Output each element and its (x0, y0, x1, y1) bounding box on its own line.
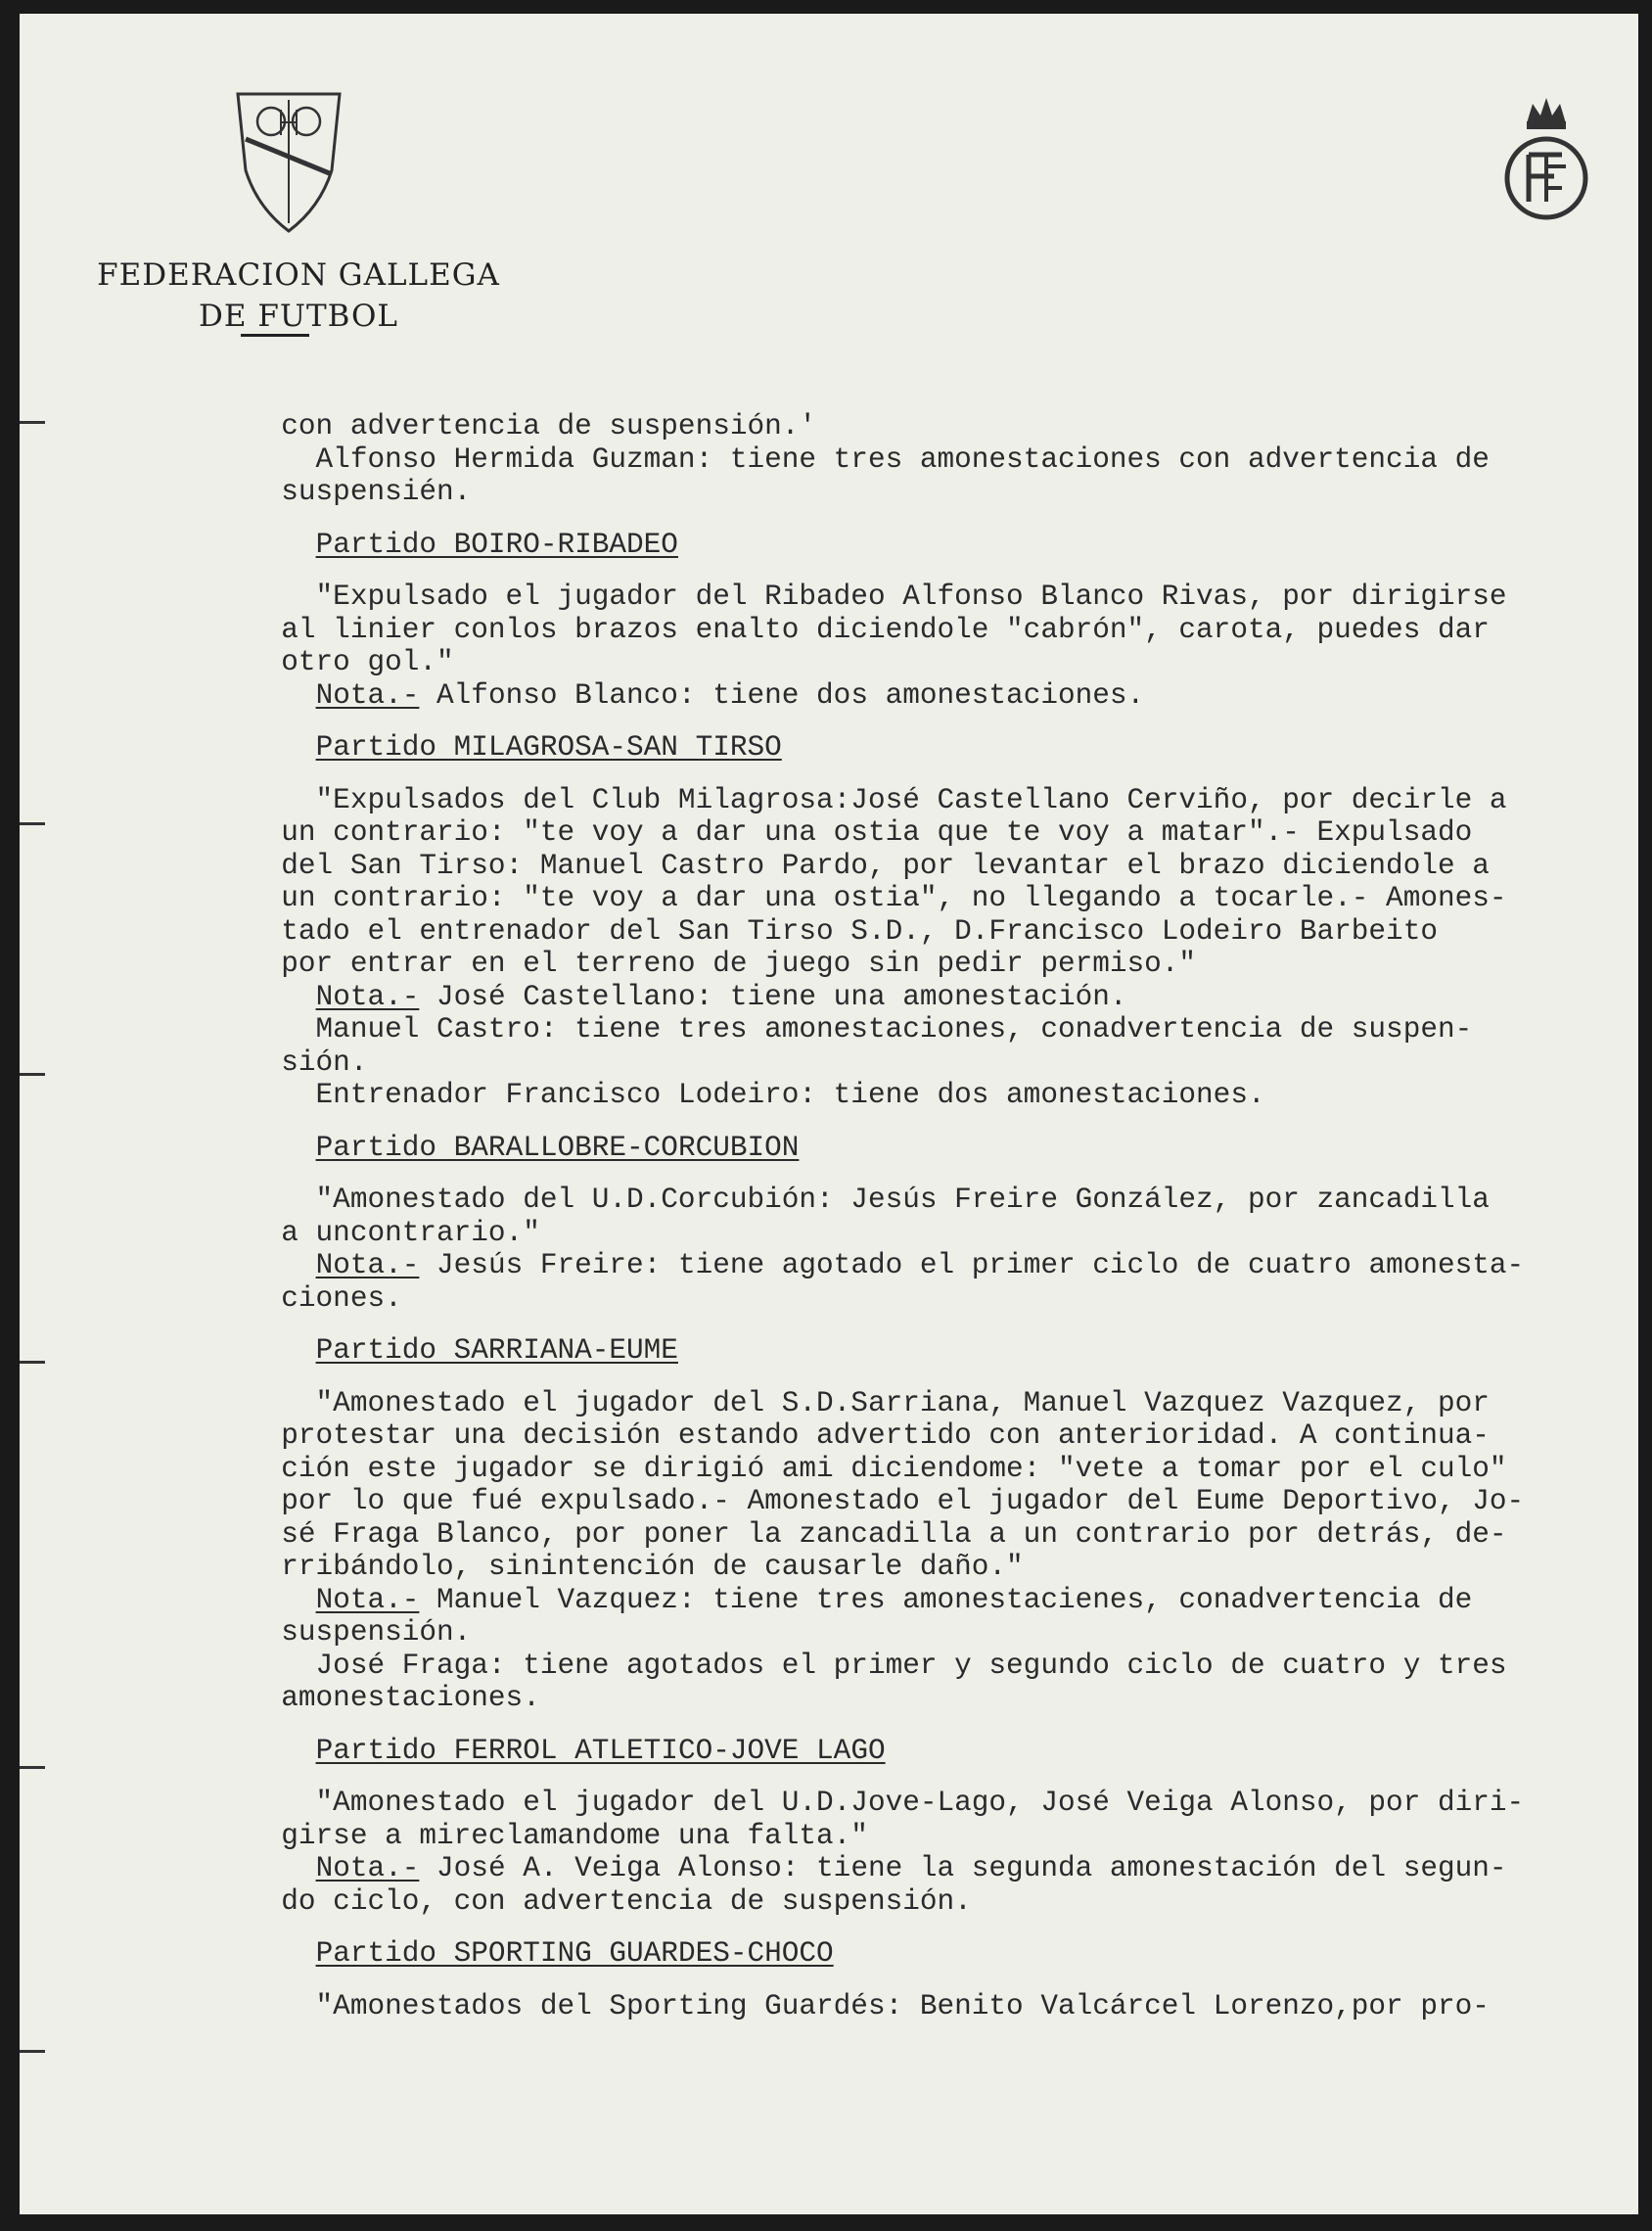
paragraph-gap (247, 1315, 1641, 1334)
text-line-content: "Amonestado el jugador del S.D.Sarriana, Manuel Vazquez Vazquez, por (247, 1386, 1490, 1419)
match-heading: Partido FERROL ATLETICO-JOVE LAGO (315, 1734, 886, 1767)
text-line (247, 981, 1641, 1014)
text-line (247, 915, 1641, 949)
text-line-content (247, 1852, 316, 1884)
text-line (247, 1616, 1641, 1650)
text-line-content (247, 1937, 316, 1970)
text-line-content: do ciclo, con advertencia de suspensión. (247, 1884, 972, 1918)
text-line (247, 1282, 1641, 1316)
paragraph-gap (247, 1767, 1641, 1787)
text-line (247, 1334, 1641, 1368)
text-line (247, 1485, 1641, 1518)
text-line-content (247, 731, 316, 764)
text-line (247, 476, 1641, 509)
text-line (247, 882, 1641, 915)
paragraph-gap (247, 765, 1641, 784)
match-heading: Partido BOIRO-RIBADEO (315, 528, 678, 561)
organization-name (88, 255, 509, 337)
note-text: Alfonso Blanco: tiene dos amonestaciones. (419, 678, 1145, 712)
text-line (247, 731, 1641, 765)
text-line-content (247, 1584, 316, 1616)
text-line (247, 646, 1641, 679)
text-line-content: ción este jugador se dirigió ami diciendome: "vete a tomar por el culo" (247, 1452, 1507, 1485)
text-line-content: José Fraga: tiene agotados el primer y segundo ciclo de cuatro y tres (247, 1649, 1507, 1682)
paragraph-gap (247, 509, 1641, 529)
text-line-content: Entrenador Francisco Lodeiro: tiene dos amonestaciones. (247, 1079, 1265, 1111)
text-line (247, 1682, 1641, 1715)
margin-mark (20, 421, 45, 424)
text-line-content (247, 1249, 316, 1281)
note-text: José A. Veiga Alonso: tiene la segunda amonestación del segun- (419, 1852, 1507, 1884)
margin-mark (20, 2050, 45, 2053)
text-line (247, 1518, 1641, 1552)
paragraph-gap (247, 1971, 1641, 1990)
note-text: Manuel Vazquez: tiene tres amonestacienes, conadvertencia de (419, 1583, 1473, 1616)
paragraph-gap (247, 1112, 1641, 1132)
match-heading: Partido SPORTING GUARDES-CHOCO (315, 1937, 834, 1970)
text-line (247, 581, 1641, 614)
text-line (247, 1551, 1641, 1584)
text-line-content: otro gol." (247, 646, 454, 678)
text-line-content: a uncontrario." (247, 1216, 540, 1249)
note-label: Nota.- (315, 1852, 420, 1884)
text-line (247, 1735, 1641, 1768)
text-line-content: al linier conlos brazos enalto diciendole "cabrón", carota, puedes dar (247, 613, 1490, 646)
galician-football-federation-shield-icon (230, 80, 347, 237)
text-line-content: suspensión. (247, 1616, 472, 1649)
text-line (247, 1453, 1641, 1486)
text-line-content: un contrario: "te voy a dar una ostia que te voy a matar".- Expulsado (247, 816, 1473, 849)
text-line-content: "Expulsados del Club Milagrosa:José Castellano Cerviño, por decirle a (247, 783, 1507, 816)
text-line-content (247, 1334, 316, 1367)
paragraph-gap (247, 1918, 1641, 1937)
text-line (247, 1584, 1641, 1617)
note-label: Nota.- (315, 980, 420, 1013)
text-line-content: rribándolo, sinintención de causarle daño." (247, 1551, 1024, 1583)
note-text: José Castellano: tiene una amonestación. (419, 980, 1127, 1013)
text-line (247, 1787, 1641, 1820)
text-line (247, 1132, 1641, 1165)
text-line-content: Manuel Castro: tiene tres amonestaciones, conadvertencia de suspen- (247, 1013, 1473, 1046)
text-line-content (247, 1132, 316, 1164)
text-line (247, 1013, 1641, 1046)
text-line-content (247, 1735, 316, 1767)
document-body (247, 410, 1641, 2022)
organization-name-line1: FEDERACION GALLEGA (97, 257, 500, 293)
text-line (247, 529, 1641, 562)
text-line-content: "Amonestado el jugador del U.D.Jove-Lago, José Veiga Alonso, por diri- (247, 1787, 1525, 1819)
text-line-content: "Expulsado el jugador del Ribadeo Alfonso Blanco Rivas, por dirigirse (247, 581, 1507, 613)
text-line (247, 1419, 1641, 1453)
text-line (247, 410, 1641, 443)
text-line (247, 1184, 1641, 1217)
text-line-content: ciones. (247, 1281, 402, 1315)
margin-mark (20, 1073, 45, 1076)
header-divider (241, 334, 309, 337)
text-line (247, 679, 1641, 713)
note-label: Nota.- (315, 678, 420, 712)
margin-mark (20, 822, 45, 825)
text-line-content: Alfonso Hermida Guzman: tiene tres amonestaciones con advertencia de (247, 442, 1490, 476)
text-line-content: un contrario: "te voy a dar una ostia", no llegando a tocarle.- Amones- (247, 882, 1507, 914)
text-line-content: del San Tirso: Manuel Castro Pardo, por levantar el brazo diciendole a (247, 849, 1490, 882)
text-line-content: tado el entrenador del San Tirso S.D., D.Francisco Lodeiro Barbeito (247, 914, 1438, 948)
paragraph-gap (247, 1368, 1641, 1387)
text-line-content: por lo que fué expulsado.- Amonestado el jugador del Eume Deportivo, Jo- (247, 1485, 1525, 1517)
organization-name-line2: DE FUTBOL (198, 299, 398, 334)
text-line (247, 1852, 1641, 1885)
text-line (247, 784, 1641, 817)
text-line (247, 850, 1641, 883)
text-line (247, 948, 1641, 981)
text-line (247, 1650, 1641, 1683)
text-line-content: amonestaciones. (247, 1682, 540, 1714)
paragraph-gap (247, 712, 1641, 731)
margin-mark (20, 1361, 45, 1364)
text-line-content: "Amonestados del Sporting Guardés: Benito Valcárcel Lorenzo,por pro- (247, 1989, 1490, 2022)
text-line (247, 614, 1641, 647)
text-line-content: con advertencia de suspensión.' (247, 410, 817, 442)
text-line (247, 1079, 1641, 1112)
text-line (247, 1820, 1641, 1853)
text-line (247, 816, 1641, 850)
text-line (247, 443, 1641, 477)
match-heading: Partido BARALLOBRE-CORCUBION (315, 1131, 800, 1164)
match-heading: Partido MILAGROSA-SAN TIRSO (315, 731, 782, 764)
text-line-content: sé Fraga Blanco, por poner la zancadilla a un contrario por detrás, de- (247, 1517, 1507, 1551)
text-line-content: "Amonestado del U.D.Corcubión: Jesús Freire González, por zancadilla (247, 1184, 1490, 1216)
note-label: Nota.- (315, 1583, 420, 1616)
text-line-content (247, 679, 316, 712)
text-line (247, 1885, 1641, 1919)
spanish-football-federation-crest-icon (1488, 90, 1605, 227)
match-heading: Partido SARRIANA-EUME (315, 1334, 678, 1367)
text-line-content: protestar una decisión estando advertido con anterioridad. A continua- (247, 1419, 1490, 1452)
paragraph-gap (247, 1715, 1641, 1735)
note-label: Nota.- (315, 1249, 420, 1281)
note-text: Jesús Freire: tiene agotado el primer ciclo de cuatro amonesta- (419, 1249, 1525, 1281)
text-line (247, 1217, 1641, 1250)
text-line-content: sión. (247, 1046, 368, 1079)
text-line-content: girse a mireclamandome una falta." (247, 1819, 868, 1852)
text-line-content: suspensién. (247, 476, 472, 508)
text-line (247, 1990, 1641, 2023)
paragraph-gap (247, 1164, 1641, 1184)
paragraph-gap (247, 561, 1641, 581)
text-line (247, 1249, 1641, 1282)
text-line (247, 1937, 1641, 1971)
text-line (247, 1387, 1641, 1420)
text-line-content (247, 981, 316, 1013)
text-line-content (247, 529, 316, 561)
document-page (20, 14, 1638, 2214)
text-line-content: por entrar en el terreno de juego sin pedir permiso." (247, 948, 1197, 980)
text-line (247, 1046, 1641, 1080)
margin-mark (20, 1766, 45, 1769)
